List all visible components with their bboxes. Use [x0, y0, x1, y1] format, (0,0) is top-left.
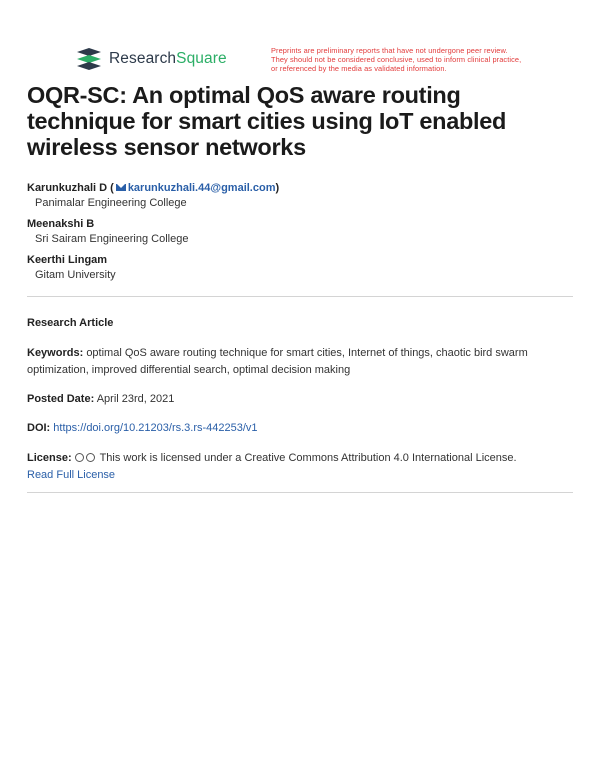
doi-link[interactable]: https://doi.org/10.21203/rs.3.rs-442253/v1: [53, 422, 258, 434]
research-square-logo[interactable]: [75, 48, 227, 70]
notice-line-1: Preprints are preliminary reports that have not undergone peer review.: [271, 46, 508, 55]
author-list: [27, 181, 572, 289]
research-square-logo-icon: [75, 48, 103, 70]
keywords: [27, 345, 572, 379]
license: [27, 450, 572, 484]
author-name: Keerthi Lingam: [27, 254, 108, 266]
posted-date-value: April 23rd, 2021: [96, 393, 175, 405]
author-affiliation: Panimalar Engineering College: [35, 197, 187, 209]
posted-date-label: Posted Date:: [27, 393, 95, 405]
license-text: This work is licensed under a Creative Commons Attribution 4.0 International License.: [99, 452, 517, 464]
keywords-label: Keywords:: [27, 347, 84, 359]
posted-date: [27, 391, 572, 408]
author-name: [27, 181, 572, 196]
keywords-value: optimal QoS aware routing technique for smart cities, Internet of things, chaotic bird swarm optimization, improved differential search, optimal decision making: [27, 347, 528, 376]
notice-line-2: They should not be considered conclusive, used to inform clinical practice,: [271, 55, 522, 64]
read-full-license-link[interactable]: Read Full License: [27, 469, 116, 481]
preprint-notice: [271, 46, 551, 73]
author-affiliation: Gitam University: [35, 269, 116, 281]
logo-text: [109, 50, 227, 68]
email-link[interactable]: karunkuzhali.44@gmail.com: [127, 182, 276, 194]
divider: [27, 296, 573, 297]
logo-word-square: Square: [176, 50, 227, 67]
author-affiliation: Sri Sairam Engineering College: [35, 233, 189, 245]
doi: [27, 420, 572, 437]
author-name: Meenakshi B: [27, 218, 95, 230]
paper-title: OQR-SC: An optimal QoS aware routing technique for smart cities using IoT enabled wireless sensor networks: [27, 82, 507, 160]
doi-label: DOI:: [27, 422, 51, 434]
article-type: [27, 315, 572, 332]
cc-icon: [75, 453, 84, 462]
envelope-icon: [116, 184, 126, 191]
article-type-text: Research Article: [27, 317, 114, 329]
cc-by-icon: [86, 453, 95, 462]
author-email[interactable]: ( karunkuzhali.44@gmail.com): [110, 182, 280, 194]
license-label: License:: [27, 452, 72, 464]
logo-word-research: Research: [109, 50, 177, 67]
divider: [27, 492, 573, 493]
author-name-text: Karunkuzhali D: [27, 182, 108, 194]
notice-line-3: or referenced by the media as validated information.: [271, 64, 447, 73]
header: [75, 46, 545, 76]
